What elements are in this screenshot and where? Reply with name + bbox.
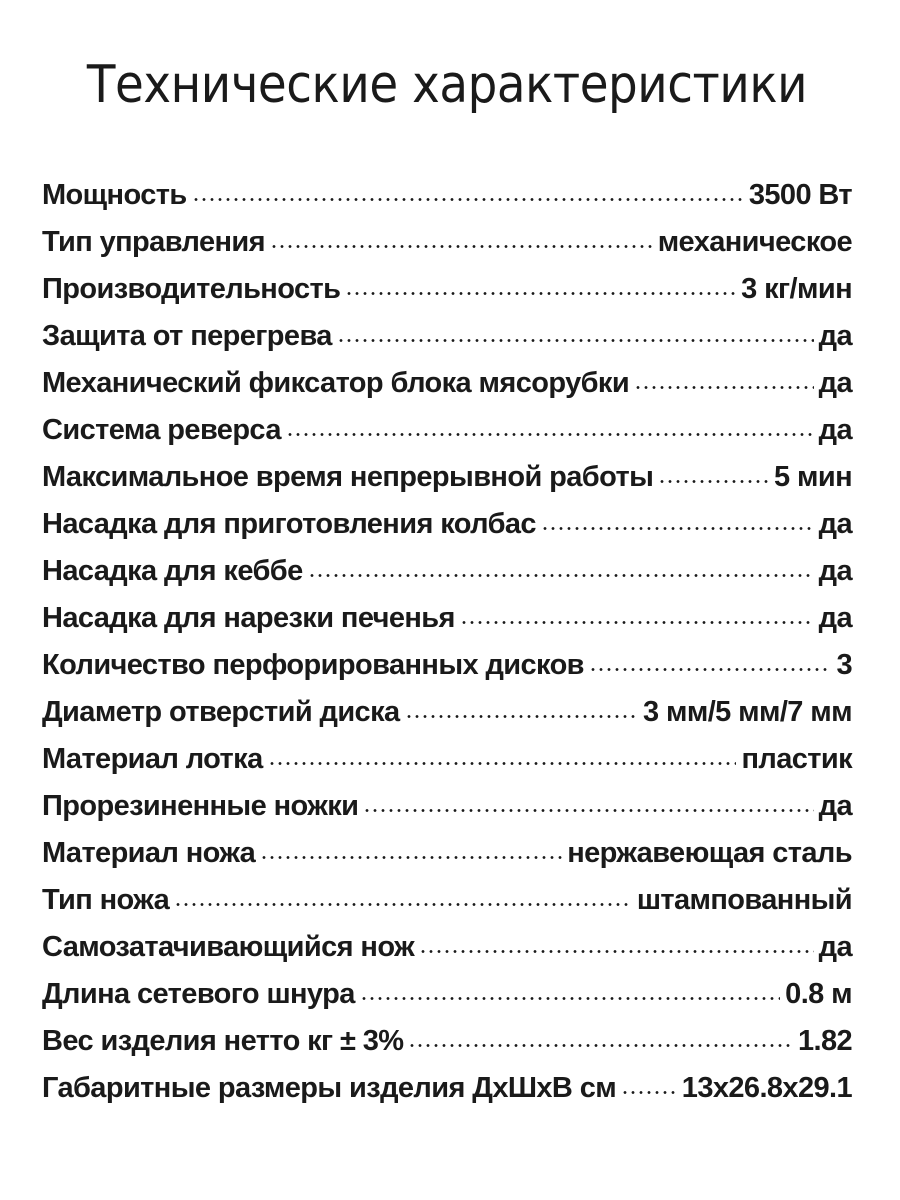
spec-value: 5 мин — [774, 461, 852, 493]
spec-label: Количество перфорированных дисков — [42, 649, 584, 681]
spec-row — [42, 501, 852, 548]
spec-row — [42, 266, 852, 313]
spec-value: да — [818, 508, 852, 540]
spec-label: Тип ножа — [42, 884, 170, 916]
spec-row — [42, 454, 852, 501]
spec-value: да — [818, 320, 852, 352]
spec-value: механическое — [657, 226, 852, 258]
spec-label: Тип управления — [42, 226, 265, 258]
spec-row — [42, 971, 852, 1018]
spec-value: да — [818, 367, 852, 399]
spec-label: Прорезиненные ножки — [42, 790, 359, 822]
spec-list — [42, 172, 852, 1112]
spec-value: 3 мм/5 мм/7 мм — [643, 696, 852, 728]
spec-value: 0.8 м — [785, 978, 852, 1010]
spec-label: Система реверса — [42, 414, 281, 446]
spec-label: Материал лотка — [42, 743, 263, 775]
spec-label: Габаритные размеры изделия ДхШхВ см — [42, 1072, 617, 1104]
dot-leader — [174, 903, 632, 906]
dot-leader — [621, 1091, 677, 1094]
spec-row — [42, 219, 852, 266]
spec-label: Производительность — [42, 273, 341, 305]
spec-value: да — [818, 414, 852, 446]
spec-label: Защита от перегрева — [42, 320, 332, 352]
spec-row — [42, 877, 852, 924]
spec-row — [42, 360, 852, 407]
spec-value: 3500 Вт — [748, 179, 852, 211]
spec-value: 1.82 — [797, 1025, 852, 1057]
dot-leader — [460, 621, 814, 624]
spec-row — [42, 548, 852, 595]
dot-leader — [192, 198, 744, 201]
dot-leader — [360, 997, 780, 1000]
dot-leader — [363, 809, 813, 812]
spec-label: Длина сетевого шнура — [42, 978, 355, 1010]
spec-value: да — [818, 555, 852, 587]
spec-label: Диаметр отверстий диска — [42, 696, 400, 728]
spec-value: штампованный — [636, 884, 852, 916]
spec-value: 3 — [836, 649, 852, 681]
spec-value: 3 кг/мин — [741, 273, 852, 305]
spec-label: Механический фиксатор блока мясорубки — [42, 367, 630, 399]
spec-row — [42, 736, 852, 783]
spec-value: нержавеющая сталь — [567, 837, 852, 869]
spec-label: Материал ножа — [42, 837, 256, 869]
dot-leader — [541, 527, 814, 530]
page-title: Технические характеристики — [86, 55, 808, 115]
dot-leader — [658, 480, 769, 483]
spec-label: Мощность — [42, 179, 187, 211]
spec-label: Насадка для кеббе — [42, 555, 303, 587]
spec-label: Самозатачивающийся нож — [42, 931, 415, 963]
dot-leader — [419, 950, 814, 953]
spec-row — [42, 595, 852, 642]
spec-value: да — [818, 790, 852, 822]
spec-label: Максимальное время непрерывной работы — [42, 461, 654, 493]
spec-row — [42, 1065, 852, 1112]
dot-leader — [589, 668, 832, 671]
spec-value: да — [818, 602, 852, 634]
spec-row — [42, 924, 852, 971]
spec-row — [42, 830, 852, 877]
spec-value: 13x26.8x29.1 — [681, 1072, 852, 1104]
spec-row — [42, 172, 852, 219]
dot-leader — [408, 1044, 792, 1047]
spec-label: Насадка для нарезки печенья — [42, 602, 455, 634]
spec-value: пластик — [741, 743, 852, 775]
spec-label: Вес изделия нетто кг ± 3% — [42, 1025, 404, 1057]
spec-row — [42, 689, 852, 736]
spec-row — [42, 783, 852, 830]
dot-leader — [268, 762, 737, 765]
spec-value: да — [818, 931, 852, 963]
dot-leader — [308, 574, 814, 577]
dot-leader — [634, 386, 814, 389]
spec-row — [42, 313, 852, 360]
spec-label: Насадка для приготовления колбас — [42, 508, 536, 540]
dot-leader — [260, 856, 562, 859]
dot-leader — [270, 245, 653, 248]
dot-leader — [337, 339, 814, 342]
spec-row — [42, 642, 852, 689]
dot-leader — [405, 715, 638, 718]
spec-row — [42, 1018, 852, 1065]
spec-row — [42, 407, 852, 454]
dot-leader — [345, 292, 736, 295]
dot-leader — [286, 433, 814, 436]
